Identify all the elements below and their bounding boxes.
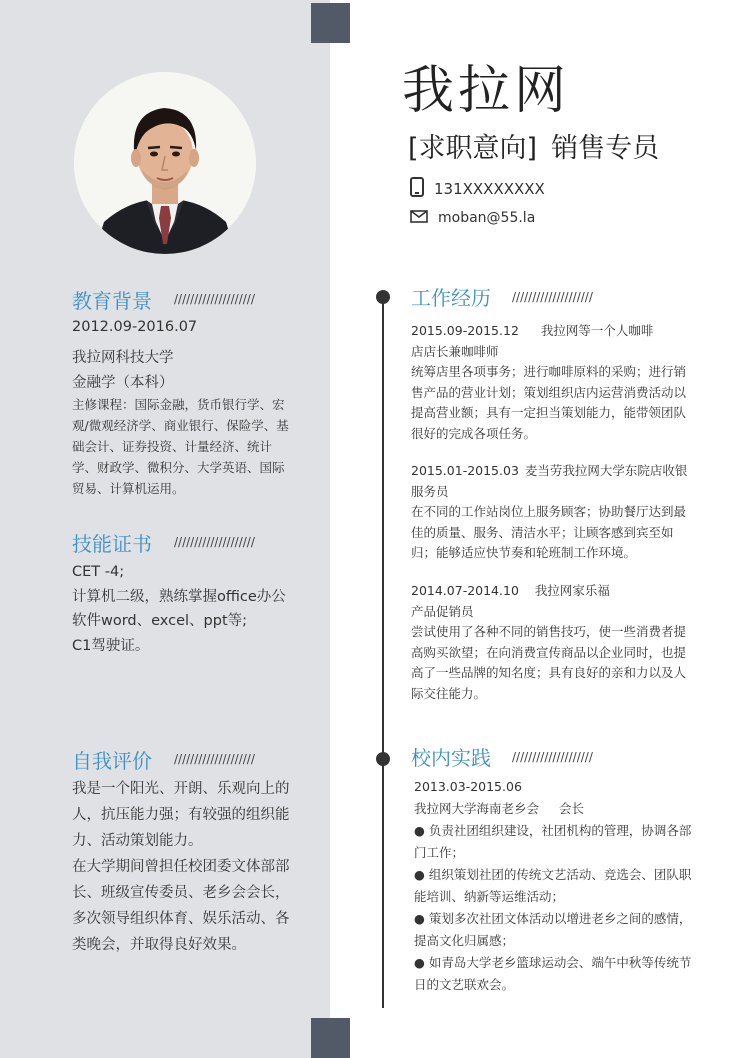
phone-number: 131XXXXXXXX [434, 180, 545, 198]
campus-period: 2013.03-2015.06 [414, 779, 522, 794]
campus-slashes: //////////////////// [512, 750, 593, 764]
timeline-dot [376, 752, 390, 766]
skills-slashes: //////////////////// [174, 535, 255, 549]
education-school: 我拉网科技大学 [72, 350, 174, 366]
portrait-illustration [74, 72, 256, 254]
work-role: 服务员 [411, 483, 449, 499]
skills-list [72, 559, 294, 659]
campus-bullet: ● 负责社团组织建设，社团机构的管理，协调各部门工作； [414, 823, 692, 860]
self-eval-title: 自我评价 [72, 749, 152, 773]
job-position: 销售专员 [551, 133, 660, 164]
timeline-line [382, 296, 384, 1008]
work-desc: 尝试使用了各种不同的销售技巧，使一些消费者提高购买欲望；在向消费宣传商品以企业同时，也提高了一些品牌的知名度；具有良好的亲和力以及人际交往能力。 [411, 624, 687, 701]
skill-item: CET -4; [72, 564, 125, 580]
mail-icon [410, 209, 428, 227]
work-company: 我拉网等一个人咖啡 [540, 323, 654, 338]
work-entry [411, 581, 689, 704]
bottom-decor-block [311, 1018, 350, 1058]
job-intent-label: [求职意向] [408, 133, 538, 164]
work-entry [411, 461, 689, 564]
phone-row [410, 177, 545, 201]
skills-title: 技能证书 [72, 532, 152, 556]
education-major: 金融学（本科） [72, 375, 174, 391]
work-company: 我拉网家乐福 [534, 583, 610, 598]
work-period: 2014.07-2014.10 [411, 583, 519, 598]
self-eval-paragraph: 在大学期间曾担任校团委文体部部长、班级宣传委员、老乡会会长，多次领导组织体育、娱乐活动、各类晚会，并取得良好效果。 [72, 859, 290, 953]
job-intent [408, 126, 659, 165]
education-slashes: //////////////////// [174, 292, 255, 306]
self-eval-body [72, 776, 294, 958]
work-desc: 在不同的工作站岗位上服务顾客；协助餐厅达到最佳的质量、服务、清洁水平；让顾客感到宾至如归；能够适应快节奏和轮班制工作环境。 [411, 504, 687, 560]
campus-bullet: ● 策划多次社团文体活动以增进老乡之间的感情，提高文化归属感； [414, 911, 692, 948]
work-period: 2015.01-2015.03 [411, 463, 519, 478]
campus-role: 会长 [559, 801, 585, 816]
top-decor-block [311, 3, 350, 43]
education-period: 2012.09-2016.07 [72, 319, 198, 335]
candidate-name: 我拉网 [402, 61, 571, 121]
work-entry [411, 321, 689, 444]
self-eval-slashes: //////////////////// [174, 752, 255, 766]
email-row [410, 209, 535, 227]
education-courses: 主修课程：国际金融，货币银行学、宏观/微观经济学、商业银行、保险学、基础会计、证券投资、计量经济、统计学、财政学、微积分、大学英语、国际贸易、计算机运用。 [72, 397, 289, 496]
profile-photo [74, 72, 256, 254]
work-company: 麦当劳我拉网大学东院店收银 [524, 463, 688, 478]
education-title: 教育背景 [72, 289, 152, 313]
campus-title: 校内实践 [411, 746, 491, 770]
phone-icon [410, 177, 424, 201]
work-title: 工作经历 [411, 286, 491, 310]
work-slashes: //////////////////// [512, 290, 593, 304]
work-period: 2015.09-2015.12 [411, 323, 519, 338]
skill-item: C1驾驶证。 [72, 638, 150, 654]
timeline-dot [376, 290, 390, 304]
skill-item: 计算机二级，熟练掌握office办公软件word、excel、ppt等; [72, 589, 286, 629]
campus-entry [414, 776, 692, 996]
campus-bullet: ● 组织策划社团的传统文艺活动、竞选会、团队职能培训、纳新等运维活动； [414, 867, 692, 904]
self-eval-paragraph: 我是一个阳光、开朗、乐观向上的人，抗压能力强；有较强的组织能力、活动策划能力。 [72, 781, 290, 849]
work-role: 店店长兼咖啡师 [411, 343, 499, 359]
email-address: moban@55.la [438, 210, 536, 226]
work-desc: 统筹店里各项事务；进行咖啡原料的采购；进行销售产品的营业计划；策划组织店内运营消费活动以提高营业额；具有一定担当策划能力，能带领团队很好的完成各项任务。 [411, 364, 687, 441]
work-role: 产品促销员 [411, 603, 474, 619]
campus-org: 我拉网大学海南老乡会 [414, 801, 540, 816]
campus-bullet: ● 如青岛大学老乡篮球运动会、端午中秋等传统节日的文艺联欢会。 [414, 955, 692, 992]
